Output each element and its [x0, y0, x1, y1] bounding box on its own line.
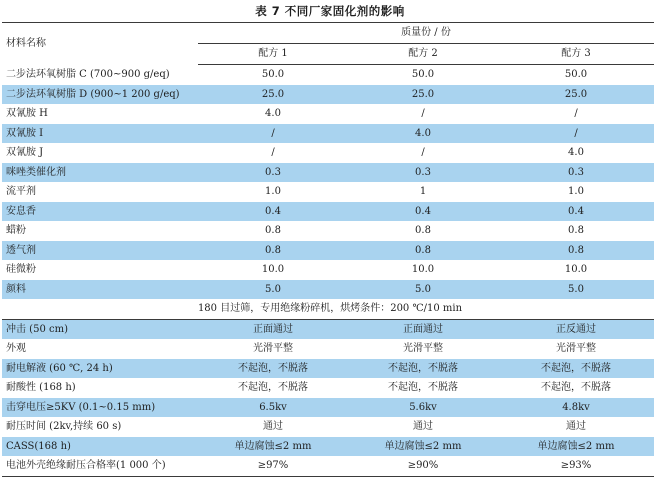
ingredient-row — [2, 85, 654, 105]
formula-3-cell: 0.4 — [498, 202, 654, 222]
test-result-row — [2, 437, 654, 457]
test-result-row — [2, 359, 654, 379]
formula-2-cell: 1 — [348, 182, 498, 202]
formula-2-cell: 10.0 — [348, 260, 498, 280]
formula-2-cell: 5.0 — [348, 280, 498, 300]
formula-2-cell: 0.3 — [348, 163, 498, 183]
ingredient-row — [2, 182, 654, 202]
ingredient-row — [2, 221, 654, 241]
formula-2-cell: 0.4 — [348, 202, 498, 222]
formula-2-cell: 不起泡，不脱落 — [348, 378, 498, 398]
ingredient-row — [2, 124, 654, 144]
row-label: 电池外壳绝缘耐压合格率(1 000 个) — [2, 456, 198, 476]
formula-2-cell: / — [348, 104, 498, 124]
ingredient-row — [2, 260, 654, 280]
formula-3-cell: 不起泡，不脱落 — [498, 378, 654, 398]
process-note-row — [2, 299, 654, 319]
mass-parts-header: 质量份 / 份 — [198, 23, 654, 44]
row-label: 咪唑类催化剂 — [2, 163, 198, 183]
row-label: 蜡粉 — [2, 221, 198, 241]
row-label: 双氰胺 I — [2, 124, 198, 144]
row-label: CASS(168 h) — [2, 437, 198, 457]
formula-3-cell: / — [498, 124, 654, 144]
formula-3-cell: 通过 — [498, 417, 654, 437]
ingredient-row — [2, 104, 654, 124]
process-note: 180 目过筛，专用绝缘粉碎机，烘烤条件：200 ℃/10 min — [2, 299, 654, 319]
formula-3-cell: 4.0 — [498, 143, 654, 163]
row-label: 冲击 (50 cm) — [2, 319, 198, 339]
ingredient-row — [2, 163, 654, 183]
formula-1-cell: 光滑平整 — [198, 339, 348, 359]
test-result-row — [2, 378, 654, 398]
row-label: 耐压时间 (2kv,持续 60 s) — [2, 417, 198, 437]
formula-1-cell: / — [198, 143, 348, 163]
formula-2-header: 配方 2 — [348, 44, 498, 65]
header-row-1 — [2, 23, 654, 44]
formula-3-cell: 50.0 — [498, 65, 654, 85]
formula-2-cell: 25.0 — [348, 85, 498, 105]
formula-2-cell: 通过 — [348, 417, 498, 437]
formula-3-cell: 5.0 — [498, 280, 654, 300]
formula-1-cell: ≥97% — [198, 456, 348, 476]
formula-1-cell: 单边腐蚀≤2 mm — [198, 437, 348, 457]
formula-3-header: 配方 3 — [498, 44, 654, 65]
formula-1-cell: 0.8 — [198, 221, 348, 241]
row-label: 颜料 — [2, 280, 198, 300]
formula-2-cell: ≥90% — [348, 456, 498, 476]
formula-1-cell: 5.0 — [198, 280, 348, 300]
formula-1-cell: 6.5kv — [198, 398, 348, 418]
formula-3-cell: ≥93% — [498, 456, 654, 476]
formula-3-cell: 25.0 — [498, 85, 654, 105]
row-label: 二步法环氧树脂 D (900~1 200 g/eq) — [2, 85, 198, 105]
row-label: 外观 — [2, 339, 198, 359]
test-result-row — [2, 417, 654, 437]
row-label: 双氰胺 J — [2, 143, 198, 163]
formula-2-cell: 0.8 — [348, 241, 498, 261]
formula-1-header: 配方 1 — [198, 44, 348, 65]
formula-1-cell: 1.0 — [198, 182, 348, 202]
row-label: 安息香 — [2, 202, 198, 222]
ingredient-row — [2, 241, 654, 261]
table-caption: 表 7 不同厂家固化剂的影响 — [255, 4, 405, 18]
ingredient-row — [2, 202, 654, 222]
formula-2-cell: 5.6kv — [348, 398, 498, 418]
formula-1-cell: 0.4 — [198, 202, 348, 222]
formulation-table — [2, 22, 654, 477]
formula-1-cell: 50.0 — [198, 65, 348, 85]
formula-3-cell: 0.8 — [498, 241, 654, 261]
formula-3-cell: 10.0 — [498, 260, 654, 280]
formula-2-cell: 正面通过 — [348, 319, 498, 339]
formula-1-cell: 0.8 — [198, 241, 348, 261]
formula-2-cell: 不起泡，不脱落 — [348, 359, 498, 379]
row-label: 流平剂 — [2, 182, 198, 202]
formula-2-cell: 4.0 — [348, 124, 498, 144]
row-label: 二步法环氧树脂 C (700~900 g/eq) — [2, 65, 198, 85]
formula-1-cell: / — [198, 124, 348, 144]
formula-1-cell: 25.0 — [198, 85, 348, 105]
ingredient-row — [2, 65, 654, 85]
formula-2-cell: 0.8 — [348, 221, 498, 241]
formula-3-cell: 1.0 — [498, 182, 654, 202]
row-label: 耐电解液 (60 ℃, 24 h) — [2, 359, 198, 379]
test-result-row — [2, 319, 654, 339]
formula-1-cell: 10.0 — [198, 260, 348, 280]
test-result-row — [2, 339, 654, 359]
formula-1-cell: 0.3 — [198, 163, 348, 183]
formula-3-cell: / — [498, 104, 654, 124]
formula-3-cell: 0.3 — [498, 163, 654, 183]
formula-2-cell: 50.0 — [348, 65, 498, 85]
test-result-row — [2, 456, 654, 476]
row-label: 击穿电压≥5KV (0.1~0.15 mm) — [2, 398, 198, 418]
row-label: 硅微粉 — [2, 260, 198, 280]
row-label: 双氰胺 H — [2, 104, 198, 124]
test-result-row — [2, 398, 654, 418]
formula-1-cell: 4.0 — [198, 104, 348, 124]
formula-2-cell: / — [348, 143, 498, 163]
row-label: 耐酸性 (168 h) — [2, 378, 198, 398]
formula-3-cell: 单边腐蚀≤2 mm — [498, 437, 654, 457]
material-name-header: 材料名称 — [2, 23, 198, 65]
formula-1-cell: 正面通过 — [198, 319, 348, 339]
formula-3-cell: 4.8kv — [498, 398, 654, 418]
formula-3-cell: 不起泡，不脱落 — [498, 359, 654, 379]
formula-3-cell: 0.8 — [498, 221, 654, 241]
formula-2-cell: 单边腐蚀≤2 mm — [348, 437, 498, 457]
ingredient-row — [2, 280, 654, 300]
formula-1-cell: 不起泡，不脱落 — [198, 378, 348, 398]
formula-3-cell: 光滑平整 — [498, 339, 654, 359]
formula-1-cell: 不起泡，不脱落 — [198, 359, 348, 379]
row-label: 透气剂 — [2, 241, 198, 261]
formula-2-cell: 光滑平整 — [348, 339, 498, 359]
formula-1-cell: 通过 — [198, 417, 348, 437]
ingredient-row — [2, 143, 654, 163]
formula-3-cell: 正反通过 — [498, 319, 654, 339]
